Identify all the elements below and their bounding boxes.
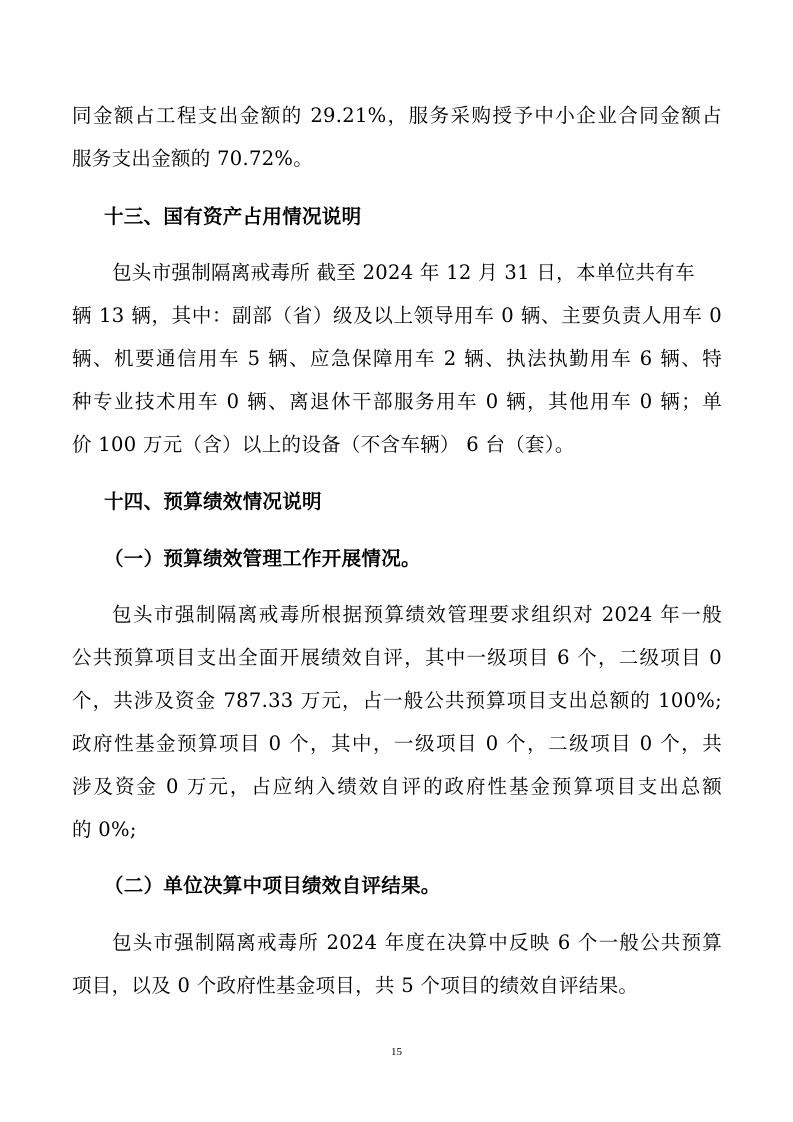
section-14-sub1-line-4: 政府性基金预算项目 0 个，其中，一级项目 0 个，二级项目 0 个，共 xyxy=(72,732,722,755)
section-13-heading: 十三、国有资产占用情况说明 xyxy=(104,205,362,228)
section-13-line-4: 种专业技术用车 0 辆、离退休干部服务用车 0 辆，其他用车 0 辆；单 xyxy=(72,390,722,413)
section-14-sub1-line-5: 涉及资金 0 万元，占应纳入绩效自评的政府性基金预算项目支出总额 xyxy=(72,775,722,798)
section-14-sub1-line-3: 个，共涉及资金 787.33 万元，占一般公共预算项目支出总额的 100%; xyxy=(72,689,722,712)
intro-line-2: 服务支出金额的 70.72%。 xyxy=(72,147,314,170)
page-number: 15 xyxy=(391,1046,402,1058)
section-14-heading: 十四、预算绩效情况说明 xyxy=(104,490,322,513)
section-14-sub1-line-2: 公共预算项目支出全面开展绩效自评，其中一级项目 6 个，二级项目 0 xyxy=(72,646,722,669)
section-14-sub1-heading: （一）预算绩效管理工作开展情况。 xyxy=(104,547,421,570)
intro-line-1: 同金额占工程支出金额的 29.21%，服务采购授予中小企业合同金额占 xyxy=(72,104,722,127)
section-13-line-3: 辆、机要通信用车 5 辆、应急保障用车 2 辆、执法执勤用车 6 辆、特 xyxy=(72,347,722,370)
section-14-sub2-heading: （二）单位决算中项目绩效自评结果。 xyxy=(104,874,441,897)
section-13-line-5: 价 100 万元（含）以上的设备（不含车辆） 6 台（套）。 xyxy=(72,433,575,456)
section-14-sub1-line-6: 的 0%; xyxy=(72,818,137,841)
section-14-sub2-line-1: 包头市强制隔离戒毒所 2024 年度在决算中反映 6 个一般公共预算 xyxy=(112,931,722,954)
section-14-sub1-line-1: 包头市强制隔离戒毒所根据预算绩效管理要求组织对 2024 年一般 xyxy=(112,603,722,626)
section-13-line-1: 包头市强制隔离戒毒所 截至 2024 年 12 月 31 日，本单位共有车 xyxy=(112,261,695,284)
section-14-sub2-line-2: 项目，以及 0 个政府性基金项目，共 5 个项目的绩效自评结果。 xyxy=(72,974,639,997)
section-13-line-2: 辆 13 辆，其中：副部（省）级及以上领导用车 0 辆、主要负责人用车 0 xyxy=(72,304,722,327)
